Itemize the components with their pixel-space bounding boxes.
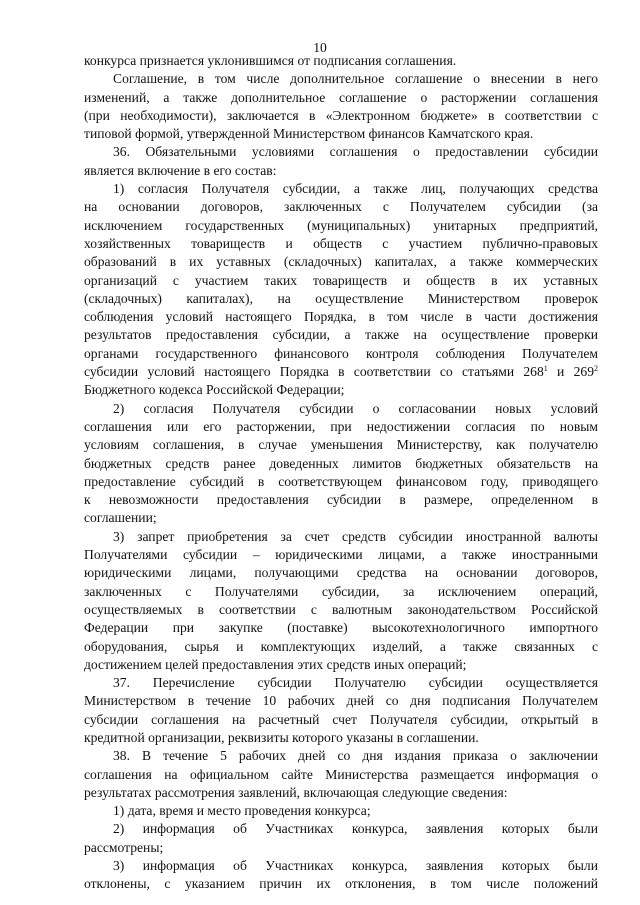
- text-line: [84, 564, 598, 582]
- text-segment: 3) информация об Участниках конкурса, заявления которых были: [113, 858, 598, 874]
- text-segment: на основании договоров, заключенных с Получателем субсидии (за: [84, 199, 598, 215]
- text-segment: 36. Обязательными условиями соглашения о предоставлении субсидии: [113, 144, 598, 160]
- text-segment: кредитной организации, реквизиты которого указаны в соглашении.: [84, 729, 479, 745]
- text-segment: 37. Перечисление субсидии Получателю субсидии осуществляется: [113, 675, 598, 691]
- text-line: [84, 363, 598, 381]
- text-segment: субсидии условий настоящего Порядка в соответствии со статьями 268: [84, 364, 544, 380]
- text-segment: 1) согласия Получателя субсидии, а также лиц, получающих средства: [113, 181, 598, 197]
- text-segment: результатов предоставления субсидии, а также на осуществление проверки: [84, 327, 598, 343]
- text-segment: соглашении;: [84, 510, 157, 526]
- text-segment: является включение в его состав:: [84, 162, 277, 178]
- text-line: [84, 583, 598, 601]
- text-line: [84, 436, 598, 454]
- text-segment: 1) дата, время и место проведения конкурса;: [113, 803, 371, 819]
- text-segment: соглашения или его расторжении, при недостижении согласия по новым: [84, 418, 598, 434]
- text-segment: достижением целей предоставления этих средств иных операций;: [84, 656, 467, 672]
- text-line: [84, 839, 598, 857]
- text-segment: Федерации при закупке (поставке) высокотехнологичного импортного: [84, 620, 598, 636]
- text-line: [84, 711, 598, 729]
- text-segment: образований в их уставных (складочных) капиталах, а также коммерческих: [84, 254, 598, 270]
- text-segment: 2) информация об Участниках конкурса, заявления которых были: [113, 821, 598, 837]
- text-line: [84, 784, 598, 802]
- text-segment: (складочных) капиталах), на осуществление Министерством проверок: [84, 290, 598, 306]
- text-line: [84, 326, 598, 344]
- text-segment: 3) запрет приобретения за счет средств субсидии иностранной валюты: [113, 528, 598, 544]
- text-line: [84, 546, 598, 564]
- document-body: [84, 52, 598, 894]
- text-line: [84, 491, 598, 509]
- text-line: [84, 70, 598, 88]
- text-line: [84, 162, 598, 180]
- text-line: [84, 125, 598, 143]
- text-segment: соблюдения условий настоящего Порядка, в том числе в части достижения: [84, 309, 598, 325]
- text-segment: Получателями субсидии – юридическими лицами, а также иностранными: [84, 547, 598, 563]
- text-segment: хозяйственных товариществ и обществ с участием публично-правовых: [84, 235, 598, 251]
- text-segment: юридическими лицами, получающими средства на основании договоров,: [84, 565, 598, 581]
- text-line: [84, 253, 598, 271]
- text-line: [84, 766, 598, 784]
- text-line: [84, 656, 598, 674]
- text-line: [84, 217, 598, 235]
- page-number: 10: [313, 40, 327, 55]
- text-line: [84, 235, 598, 253]
- text-segment: субсидии соглашения на расчетный счет Получателя субсидии, открытый в: [84, 711, 598, 727]
- text-segment: Соглашение, в том числе дополнительное соглашение о внесении в него: [113, 71, 598, 87]
- text-line: [84, 473, 598, 491]
- text-line: [84, 747, 598, 765]
- text-line: [84, 143, 598, 161]
- text-line: [84, 509, 598, 527]
- text-segment: Министерством в течение 10 рабочих дней со дня подписания Получателем: [84, 693, 598, 709]
- superscript: 1: [543, 364, 548, 374]
- text-segment: органами государственного финансового контроля соблюдения Получателем: [84, 345, 598, 361]
- text-line: [84, 381, 598, 399]
- text-segment: к невозможности предоставления субсидии в размере, определенном в: [84, 492, 598, 508]
- text-segment: изменений, а также дополнительное соглашение о расторжении соглашения: [84, 89, 598, 105]
- text-line: [84, 52, 598, 70]
- text-segment: Бюджетного кодекса Российской Федерации;: [84, 382, 345, 398]
- text-segment: оборудования, сырья и комплектующих изделий, а также связанных с: [84, 638, 598, 654]
- text-line: [84, 308, 598, 326]
- text-segment: исключением государственных (муниципальных) унитарных предприятий,: [84, 217, 598, 233]
- text-line: [84, 400, 598, 418]
- text-line: [84, 272, 598, 290]
- superscript: 2: [594, 364, 598, 374]
- text-line: [84, 418, 598, 436]
- text-segment: осуществляемых в соответствии с валютным законодательством Российской: [84, 601, 598, 617]
- text-segment: и 269: [547, 364, 594, 380]
- text-line: [84, 820, 598, 838]
- text-segment: (при необходимости), заключается в «Электронном бюджете» в соответствии с: [84, 107, 598, 123]
- text-segment: предоставление субсидий в соответствующем финансовом году, приводящего: [84, 473, 598, 489]
- text-line: [84, 729, 598, 747]
- text-line: [84, 180, 598, 198]
- text-line: [84, 857, 598, 875]
- text-segment: 2) согласия Получателя субсидии о согласовании новых условий: [113, 400, 598, 416]
- text-line: [84, 638, 598, 656]
- text-line: [84, 875, 598, 893]
- text-segment: условиям соглашения, в случае уменьшения Министерству, как получателю: [84, 437, 598, 453]
- text-line: [84, 802, 598, 820]
- text-line: [84, 455, 598, 473]
- text-line: [84, 89, 598, 107]
- text-segment: типовой формой, утвержденной Министерством финансов Камчатского края.: [84, 126, 534, 142]
- text-segment: конкурса признается уклонившимся от подписания соглашения.: [84, 53, 457, 68]
- text-segment: заключенных с Получателями субсидии, за исключением операций,: [84, 583, 598, 599]
- text-line: [84, 619, 598, 637]
- text-line: [84, 692, 598, 710]
- text-segment: организаций с участием таких товариществ и обществ в их уставных: [84, 272, 598, 288]
- text-line: [84, 345, 598, 363]
- text-segment: 38. В течение 5 рабочих дней со дня издания приказа о заключении: [113, 748, 598, 764]
- text-line: [84, 528, 598, 546]
- text-segment: результатах рассмотрения заявлений, включающая следующие сведения:: [84, 784, 508, 800]
- text-line: [84, 674, 598, 692]
- text-line: [84, 290, 598, 308]
- text-segment: бюджетных средств ранее доведенных лимитов бюджетных обязательств на: [84, 455, 598, 471]
- text-line: [84, 198, 598, 216]
- text-segment: рассмотрены;: [84, 839, 164, 855]
- text-line: [84, 107, 598, 125]
- text-segment: соглашения на официальном сайте Министерства размещается информация о: [84, 766, 598, 782]
- text-line: [84, 601, 598, 619]
- text-segment: отклонены, с указанием причин их отклонения, в том числе положений: [84, 876, 598, 892]
